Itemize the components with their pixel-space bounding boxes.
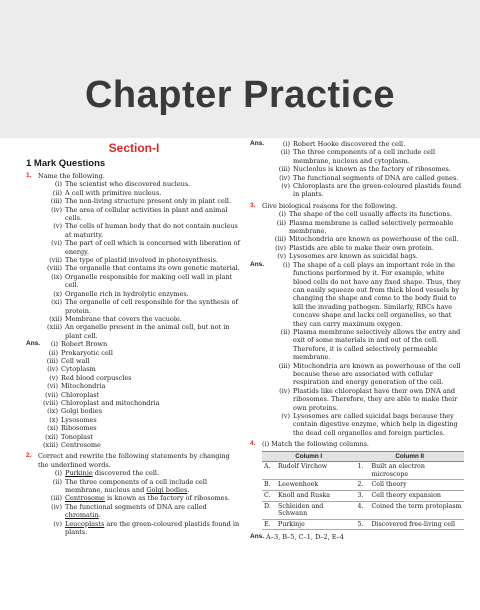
item-numeral: (xiii) <box>43 441 58 449</box>
item-text: Plastids are able to make their own protein. <box>289 243 434 252</box>
item-text: Chloroplast and mitochondria <box>61 398 160 407</box>
answer-label: Ans. <box>250 140 265 147</box>
item-numeral: (viii) <box>43 398 58 407</box>
question-item <box>38 273 242 290</box>
answer-1 <box>26 340 242 449</box>
answer-item <box>34 365 242 373</box>
row-number: 2. <box>355 480 369 491</box>
item-numeral: (xi) <box>47 424 58 433</box>
item-numeral: (viii) <box>47 264 62 273</box>
item-numeral: (ii) <box>280 148 290 157</box>
item-numeral: (ii) <box>276 218 286 227</box>
row-number: 1. <box>355 462 369 480</box>
item-numeral: (v) <box>53 222 62 231</box>
item-text: The shape of the cell usually affects its functions. <box>289 210 452 219</box>
item-text <box>65 503 242 520</box>
item-text: The scientist who discovered nucleus. <box>65 180 191 189</box>
question-text: (i) Match the following columns. <box>262 440 369 449</box>
item-text <box>65 494 242 502</box>
question-3-items <box>262 210 464 260</box>
underlined-word: Centrosome <box>65 494 105 503</box>
item-text: Plasma membrane is called selectively permeable membrane. <box>289 218 454 236</box>
left-column <box>26 140 242 536</box>
column-1-cell: Rudolf Virchow <box>276 462 355 480</box>
item-numeral: (v) <box>281 412 290 420</box>
answer-item <box>34 416 242 424</box>
question-item <box>262 210 464 218</box>
row-key: C. <box>262 491 276 502</box>
question-item <box>38 298 242 315</box>
item-text: The organelle of cell responsible for the synthesis of protein. <box>65 298 238 315</box>
item-text <box>65 520 242 537</box>
item-text: The functional segments of DNA are called genes. <box>293 173 459 182</box>
question-item <box>38 315 242 323</box>
item-text: Red blood corpuscles <box>61 373 132 382</box>
item-text: Membrane that covers the vacuole. <box>65 314 182 323</box>
question-item <box>38 323 242 340</box>
answer-item <box>266 140 464 148</box>
question-text: Give biological reasons for the following. <box>262 201 398 210</box>
answer-2 <box>250 140 464 199</box>
item-numeral: (ii) <box>52 477 62 486</box>
question-4 <box>250 440 464 530</box>
question-item <box>38 264 242 272</box>
item-numeral: (iv) <box>279 173 290 182</box>
item-numeral: (x) <box>53 289 62 298</box>
answer-2-items <box>266 140 464 199</box>
item-text: The type of plastid involved in photosynthesis. <box>65 256 218 265</box>
item-text-post: discovered the cell. <box>92 469 160 478</box>
question-text: Correct and rewrite the following statements by changing the underlined words. <box>38 452 230 469</box>
item-text-post: . <box>98 511 101 520</box>
question-item <box>38 494 242 502</box>
item-numeral: (vii) <box>49 256 62 265</box>
item-text-post: . <box>187 486 190 495</box>
item-text: The shape of a cell plays an important role in the functions performed by it. For example, white blood cells do not have any fixed shape. Thus, they can easily squeeze out from thick blood vessels by changing the shape and come to the body fluid to kill the invading pathogen. Similarly, RBCs have concave shape and lacks cell organelles, so that they can carry maximum oxygen. <box>293 260 461 328</box>
column-1-cell: Schleiden and Schwann <box>276 501 355 519</box>
row-number: 3. <box>355 491 369 502</box>
answer-item <box>34 382 242 390</box>
item-numeral: (iv) <box>51 205 62 214</box>
item-numeral: (xi) <box>51 298 62 307</box>
question-text: Name the following. <box>38 172 105 180</box>
answer-4-text: A–3, B–5, C–1, D–2, E–4 <box>266 533 344 542</box>
item-text-post: are the green-coloured plastids found in plants. <box>65 519 240 537</box>
item-text: Organelle rich in hydrolytic enzymes. <box>65 289 189 298</box>
item-text: Nucleolus is known as the factory of ribosomes. <box>293 165 451 174</box>
answer-item <box>266 261 464 328</box>
question-item <box>38 520 242 537</box>
answer-item <box>266 328 464 362</box>
item-text: Mitochondria are known as powerhouse of the cell because these are associated with cellular respiration and energy generation of the cell. <box>293 361 461 387</box>
answer-item <box>34 391 242 399</box>
item-numeral: (vii) <box>45 390 58 399</box>
answer-3 <box>250 261 464 438</box>
chapter-title: Chapter Practice <box>84 74 395 116</box>
item-numeral: (i) <box>54 469 62 478</box>
question-number: 4. <box>250 440 256 448</box>
answer-4 <box>250 533 464 541</box>
answer-item <box>34 433 242 441</box>
item-text: Plastids like chloroplast have their own DNA and ribosomes. Therefore, they are able to make their own proteins. <box>293 386 458 412</box>
answer-item <box>34 357 242 365</box>
answer-item <box>266 165 464 173</box>
column-1-cell: Purkinje <box>276 519 355 530</box>
item-text: The part of cell which is concerned with liberation of energy. <box>65 239 240 256</box>
question-item <box>262 244 464 252</box>
question-number: 2. <box>26 452 32 460</box>
question-item <box>38 206 242 223</box>
item-text: Chloroplast <box>61 390 100 399</box>
underlined-word: Leucoplasts <box>65 519 105 528</box>
item-numeral: (iv) <box>279 386 290 395</box>
item-numeral: (ii) <box>280 327 290 336</box>
item-numeral: (iii) <box>274 235 286 244</box>
answer-1-items <box>34 340 242 449</box>
table-row <box>262 462 464 480</box>
item-numeral: (x) <box>49 415 58 424</box>
header-band <box>0 0 480 138</box>
question-number: 3. <box>250 201 256 209</box>
answer-label: Ans. <box>250 533 265 541</box>
item-text <box>65 469 242 477</box>
answer-item <box>266 174 464 182</box>
item-numeral: (v) <box>49 373 58 382</box>
item-numeral: (i) <box>282 140 290 148</box>
question-3 <box>250 202 464 261</box>
item-numeral: (iii) <box>278 361 290 370</box>
item-text: Plasma membrane selectively allows the entry and exit of some materials in and out of the cell. Therefore, it is called selectively permeable membrane. <box>293 327 461 362</box>
item-numeral: (vi) <box>51 239 62 248</box>
item-numeral: (xii) <box>45 432 58 441</box>
answer-item <box>266 412 464 437</box>
item-numeral: (ii) <box>48 348 58 357</box>
column-2-cell: Coined the term protoplasm <box>369 501 464 519</box>
question-item <box>38 256 242 264</box>
answer-item <box>34 441 242 449</box>
column-1-header: Column I <box>262 451 355 462</box>
table-row <box>262 501 464 519</box>
right-column <box>250 140 464 542</box>
item-text: Mitochondria <box>61 382 106 391</box>
item-numeral: (i) <box>282 260 290 269</box>
item-numeral: (ii) <box>52 188 62 197</box>
match-table <box>262 451 464 531</box>
item-numeral: (v) <box>277 252 286 261</box>
question-1-items <box>38 180 242 340</box>
table-row <box>262 519 464 530</box>
question-item <box>262 252 464 260</box>
item-text-post: is known as the factory of ribosomes. <box>104 494 230 503</box>
item-numeral: (i) <box>54 180 62 189</box>
item-text: The non-living structure present only in plant cell. <box>65 197 232 206</box>
item-text: Lysosomes <box>61 415 97 424</box>
column-2-header: Column II <box>355 451 464 462</box>
answer-item <box>266 148 464 165</box>
item-text: Ribosomes <box>61 424 97 433</box>
question-item <box>38 180 242 188</box>
column-2-cell: Built an electron microscope <box>369 462 464 480</box>
underlined-word: chromatin <box>65 511 99 520</box>
question-item <box>38 503 242 520</box>
column-2-cell: Cell theory expansion <box>369 491 464 502</box>
item-numeral: (iii) <box>50 197 62 206</box>
item-text: Lysosomes are known as suicidal bags. <box>289 252 418 261</box>
item-text: Robert Hooke discovered the cell. <box>293 140 406 148</box>
item-numeral: (iii) <box>46 356 58 365</box>
item-numeral: (iv) <box>51 502 62 511</box>
item-text: Prokaryotic cell <box>61 348 113 357</box>
item-numeral: (iv) <box>275 243 286 252</box>
row-number: 4. <box>355 501 369 519</box>
column-1-cell: Knoll and Ruska <box>276 491 355 502</box>
table-row <box>262 491 464 502</box>
question-item <box>38 469 242 477</box>
question-item <box>38 290 242 298</box>
question-item <box>262 219 464 236</box>
question-item <box>262 235 464 243</box>
question-item <box>38 239 242 256</box>
item-text: The area of cellular activities in plant and animal cells. <box>65 205 228 223</box>
row-key: E. <box>262 519 276 530</box>
answer-item <box>34 340 242 348</box>
answer-label: Ans. <box>250 260 265 268</box>
question-number: 1. <box>26 172 32 179</box>
item-text: Centrosome <box>61 441 101 449</box>
column-1-cell: Leewenhoek <box>276 480 355 491</box>
section-title: Section-I <box>108 141 160 155</box>
item-text: The cells of human body that do not contain nucleus at maturity. <box>65 222 238 239</box>
item-text: Lysosomes are called suicidal bags because they contain digestive enzyme, which help in digesting the dead cell organelles and foreign particles. <box>293 412 458 437</box>
question-item <box>38 222 242 239</box>
item-text <box>65 478 242 495</box>
item-text: Organelle responsible for making cell wall in plant cell. <box>65 272 233 290</box>
question-2 <box>26 452 242 536</box>
underlined-word: Golgi bodies <box>146 486 188 495</box>
item-text: The three components of a cell include cell membrane, nucleus and cytoplasm. <box>293 148 436 165</box>
item-numeral: (i) <box>278 210 286 219</box>
item-numeral: (xiii) <box>47 323 62 332</box>
answer-item <box>266 387 464 412</box>
item-text: Golgi bodies <box>61 407 102 416</box>
underlined-word: Purkinje <box>65 469 93 478</box>
question-2-items <box>38 469 242 536</box>
answer-item <box>266 362 464 387</box>
item-numeral: (iii) <box>278 165 290 174</box>
answer-item <box>34 407 242 415</box>
row-key: B. <box>262 480 276 491</box>
item-text: Cytoplasm <box>61 365 96 374</box>
item-text-pre: The three components of a cell include cell membrane, nucleus and <box>65 477 208 495</box>
item-numeral: (i) <box>50 340 58 349</box>
question-item <box>38 197 242 205</box>
question-item <box>38 478 242 495</box>
column-2-cell: Cell theory <box>369 480 464 491</box>
item-numeral: (ix) <box>51 272 62 281</box>
item-text: The organelle that contains its own genetic material. <box>65 264 240 273</box>
item-numeral: (ix) <box>47 407 58 416</box>
answer-3-items <box>266 261 464 438</box>
item-text-pre: The functional segments of DNA are called <box>65 502 207 511</box>
answer-item <box>34 374 242 382</box>
question-item <box>38 189 242 197</box>
answer-item <box>34 399 242 407</box>
table-row <box>262 480 464 491</box>
item-text: Robert Brown <box>61 340 108 349</box>
item-text: An organelle present in the animal cell, but not in plant cell. <box>65 323 230 340</box>
item-text: Cell wall <box>61 356 90 365</box>
answer-item <box>34 424 242 432</box>
answer-item <box>34 349 242 357</box>
item-numeral: (iv) <box>47 365 58 374</box>
item-text: Mitochondria are known as powerhouse of the cell. <box>289 235 459 244</box>
row-key: D. <box>262 501 276 519</box>
item-numeral: (iii) <box>50 494 62 503</box>
answer-label: Ans. <box>26 340 41 348</box>
column-2-cell: Discovered free-living cell <box>369 519 464 530</box>
row-number: 5. <box>355 519 369 530</box>
item-text: A cell with primitive nucleus. <box>65 188 162 197</box>
item-numeral: (xii) <box>49 314 62 323</box>
item-numeral: (v) <box>53 519 62 528</box>
question-1 <box>26 172 242 340</box>
item-text: Chloroplasts are the green-coloured plastids found in plants. <box>293 182 462 199</box>
item-numeral: (v) <box>281 182 290 191</box>
answer-item <box>266 182 464 199</box>
subsection-title: 1 Mark Questions <box>26 158 106 169</box>
row-key: A. <box>262 462 276 480</box>
item-text: Tonoplast <box>61 432 93 441</box>
item-numeral: (vi) <box>47 382 58 391</box>
